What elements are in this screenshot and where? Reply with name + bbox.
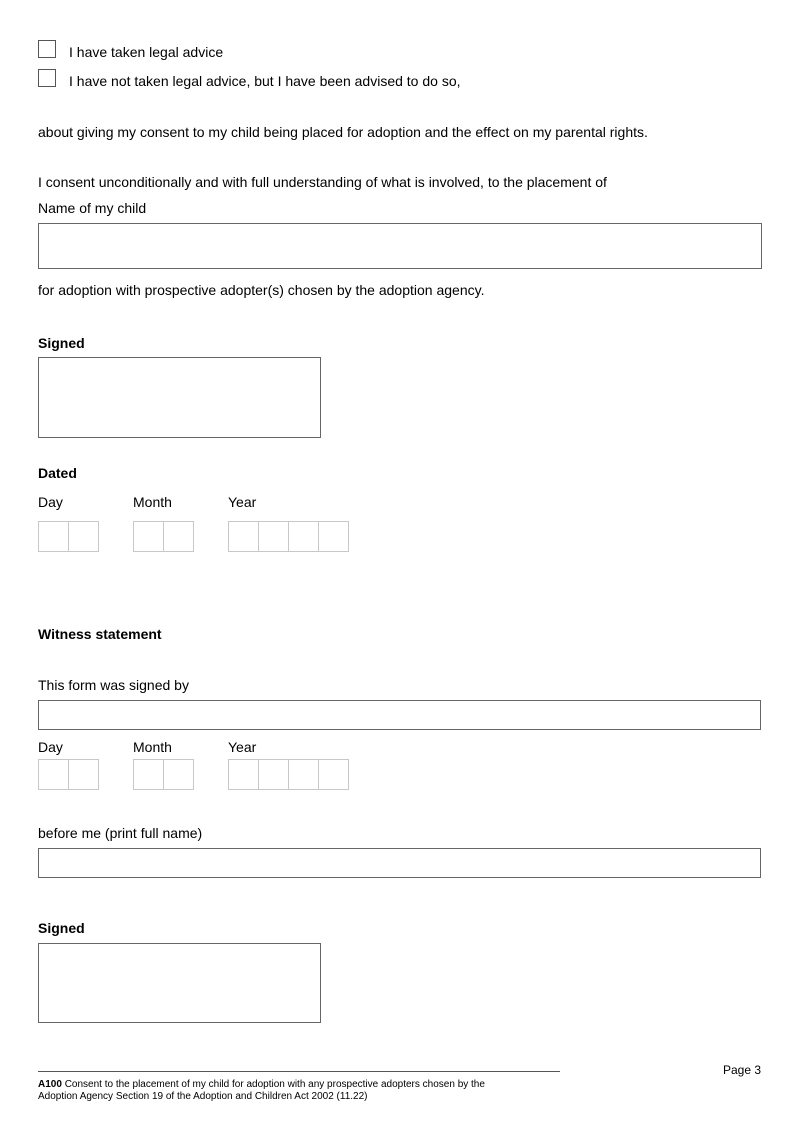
year-digit-input[interactable] bbox=[228, 521, 259, 552]
day-digit-input[interactable] bbox=[68, 759, 99, 790]
witness-month-label: Month bbox=[133, 739, 172, 755]
legal-advice-taken-label: I have taken legal advice bbox=[69, 44, 224, 60]
child-name-label: Name of my child bbox=[38, 200, 147, 216]
year-digit-input[interactable] bbox=[258, 759, 289, 790]
dated-heading: Dated bbox=[38, 465, 77, 481]
footer-description bbox=[38, 1079, 578, 1103]
witness-month-fields bbox=[133, 759, 194, 790]
witness-year-label: Year bbox=[228, 739, 257, 755]
signed-heading: Signed bbox=[38, 335, 85, 351]
footer-line-2: Adoption Agency Section 19 of the Adoption and Children Act 2002 (11.22) bbox=[38, 1091, 368, 1102]
witness-day-fields bbox=[38, 759, 99, 790]
signed-by-input[interactable] bbox=[38, 700, 761, 730]
child-name-input[interactable] bbox=[38, 223, 762, 269]
footer-line-1: Consent to the placement of my child for adoption with any prospective adopters chosen by the bbox=[64, 1079, 485, 1090]
witness-year-fields bbox=[228, 759, 349, 790]
footer-divider bbox=[38, 1071, 560, 1072]
page-number: Page 3 bbox=[723, 1063, 762, 1077]
year-digit-input[interactable] bbox=[318, 759, 349, 790]
legal-advice-not-taken-checkbox[interactable] bbox=[38, 69, 56, 87]
year-digit-input[interactable] bbox=[258, 521, 289, 552]
witness-signature-box[interactable] bbox=[38, 943, 321, 1023]
dated-day-fields bbox=[38, 521, 99, 552]
witness-name-input[interactable] bbox=[38, 848, 761, 878]
year-digit-input[interactable] bbox=[288, 521, 319, 552]
month-digit-input[interactable] bbox=[163, 521, 194, 552]
legal-advice-not-taken-label: I have not taken legal advice, but I have been advised to do so, bbox=[69, 73, 461, 89]
year-label: Year bbox=[228, 494, 257, 510]
day-digit-input[interactable] bbox=[38, 759, 69, 790]
year-digit-input[interactable] bbox=[228, 759, 259, 790]
before-me-label: before me (print full name) bbox=[38, 825, 203, 841]
adoption-agency-text: for adoption with prospective adopter(s) chosen by the adoption agency. bbox=[38, 282, 485, 298]
form-code: A100 bbox=[38, 1079, 62, 1090]
legal-advice-taken-checkbox[interactable] bbox=[38, 40, 56, 58]
month-digit-input[interactable] bbox=[133, 521, 164, 552]
month-label: Month bbox=[133, 494, 172, 510]
about-consent-text: about giving my consent to my child being placed for adoption and the effect on my parental rights. bbox=[38, 124, 648, 140]
year-digit-input[interactable] bbox=[318, 521, 349, 552]
dated-month-fields bbox=[133, 521, 194, 552]
day-digit-input[interactable] bbox=[68, 521, 99, 552]
month-digit-input[interactable] bbox=[133, 759, 164, 790]
consent-intro-text: I consent unconditionally and with full understanding of what is involved, to the placement of bbox=[38, 174, 607, 190]
witness-heading: Witness statement bbox=[38, 626, 162, 642]
signed-by-label: This form was signed by bbox=[38, 677, 189, 693]
witness-day-label: Day bbox=[38, 739, 63, 755]
witness-signed-heading: Signed bbox=[38, 920, 85, 936]
parent-signature-box[interactable] bbox=[38, 357, 321, 438]
year-digit-input[interactable] bbox=[288, 759, 319, 790]
day-digit-input[interactable] bbox=[38, 521, 69, 552]
day-label: Day bbox=[38, 494, 63, 510]
month-digit-input[interactable] bbox=[163, 759, 194, 790]
dated-year-fields bbox=[228, 521, 349, 552]
